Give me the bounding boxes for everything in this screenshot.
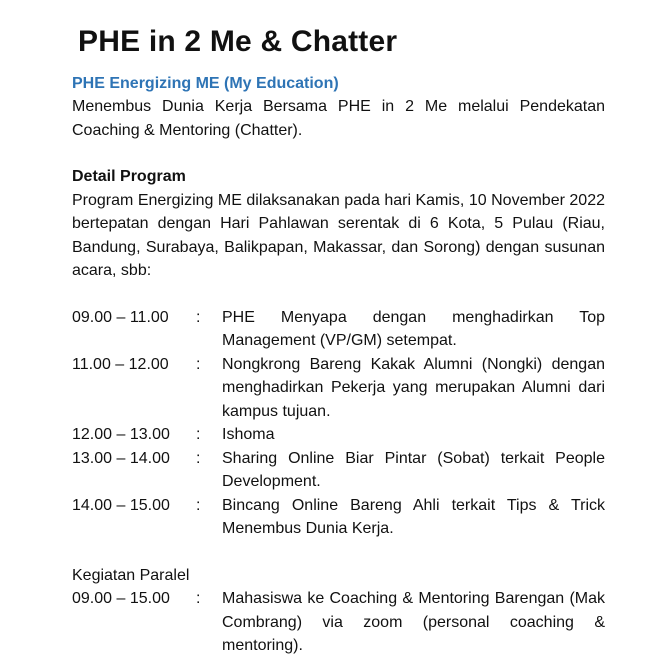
- schedule-separator: :: [196, 355, 201, 373]
- schedule-time: 13.00 – 14.00: [72, 449, 170, 467]
- schedule-row: [72, 306, 605, 353]
- intro-paragraph: Menembus Dunia Kerja Bersama PHE in 2 Me melalui Pendekatan Coaching & Mentoring (Chatter).: [72, 98, 605, 139]
- schedule-row: [72, 447, 605, 494]
- parallel-separator: :: [196, 590, 201, 607]
- document-title: PHE in 2 Me & Chatter: [78, 25, 398, 58]
- parallel-description: Mahasiswa ke Coaching & Mentoring Barengan (Mak Combrang) via zoom (personal coaching & mentoring).: [222, 590, 605, 654]
- schedule-time: 11.00 – 12.00: [72, 355, 169, 373]
- schedule-separator: :: [196, 449, 201, 467]
- detail-program-heading: Detail Program: [72, 168, 186, 185]
- document-subtitle: PHE Energizing ME (My Education): [72, 75, 339, 92]
- schedule-separator: :: [196, 426, 201, 443]
- detail-program-paragraph: Program Energizing ME dilaksanakan pada hari Kamis, 10 November 2022 bertepatan dengan Hari Pahlawan serentak di 6 Kota, 5 Pulau (Riau, Bandung, Surabaya, Balikpapan, Makassar, dan Sorong) dengan susunan acara, sbb:: [72, 191, 605, 279]
- parallel-row: [72, 587, 605, 658]
- schedule-separator: :: [196, 308, 201, 326]
- parallel-time: 09.00 – 15.00: [72, 590, 170, 607]
- schedule-description: Ishoma: [222, 426, 275, 443]
- schedule-description: Nongkrong Bareng Kakak Alumni (Nongki) dengan menghadirkan Pekerja yang merupakan Alumni dari kampus tujuan.: [222, 355, 605, 420]
- parallel-activities-heading: Kegiatan Paralel: [72, 566, 190, 584]
- parallel-list: [72, 587, 605, 658]
- schedule-time: 09.00 – 11.00: [72, 308, 169, 326]
- schedule-time: 12.00 – 13.00: [72, 426, 170, 443]
- schedule-description: Bincang Online Bareng Ahli terkait Tips & Trick Menembus Dunia Kerja.: [222, 496, 605, 537]
- document: [72, 22, 605, 658]
- schedule-description: PHE Menyapa dengan menghadirkan Top Management (VP/GM) setempat.: [222, 308, 605, 349]
- schedule-description: Sharing Online Biar Pintar (Sobat) terkait People Development.: [222, 449, 605, 490]
- schedule-list: [72, 306, 605, 541]
- schedule-row: [72, 494, 605, 541]
- schedule-time: 14.00 – 15.00: [72, 496, 170, 514]
- schedule-row: [72, 423, 605, 447]
- schedule-row: [72, 353, 605, 424]
- schedule-separator: :: [196, 496, 201, 514]
